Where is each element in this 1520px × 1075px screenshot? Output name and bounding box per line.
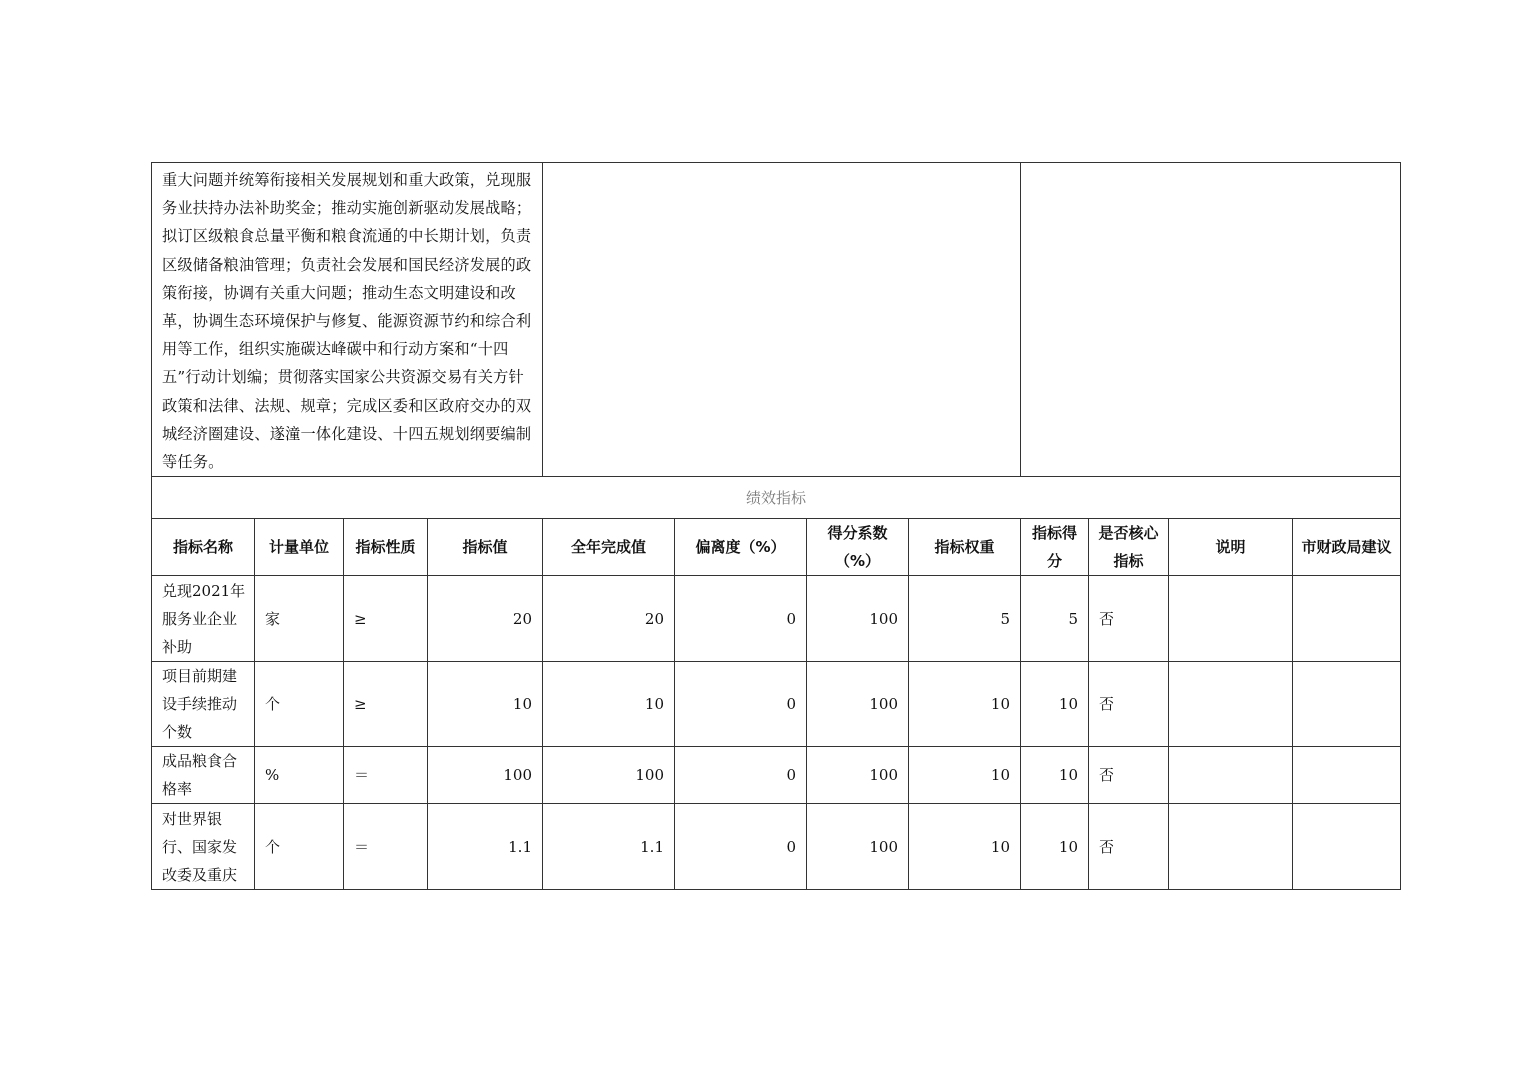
cell-unit: % — [255, 747, 344, 804]
section-title: 绩效指标 — [152, 477, 1401, 519]
intro-empty-cell — [1021, 163, 1401, 477]
cell-coef: 100 — [807, 747, 909, 804]
intro-text: 重大问题并统筹衔接相关发展规划和重大政策，兑现服务业扶持办法补助奖金；推动实施创新驱动发展战略；拟订区级粮食总量平衡和粮食流通的中长期计划，负责区级储备粮油管理；负责社会发展和国民经济发展的政策衔接，协调有关重大问题；推动生态文明建设和改革，协调生态环境保护与修复、能源资源节约和综合利用等工作，组织实施碳达峰碳中和行动方案和“十四五”行动计划编；贯彻落实国家公共资源交易有关方针政策和法律、法规、规章；完成区委和区政府交办的双城经济圈建设、遂潼一体化建设、十四五规划纲要编制等任务。 — [152, 163, 543, 477]
cell-actual: 1.1 — [543, 804, 675, 890]
cell-core: 否 — [1089, 747, 1169, 804]
cell-unit: 个 — [255, 804, 344, 890]
cell-advice — [1293, 804, 1401, 890]
cell-name: 对世界银行、国家发改委及重庆 — [152, 804, 255, 890]
cell-note — [1169, 576, 1293, 662]
cell-coef: 100 — [807, 662, 909, 747]
cell-actual: 20 — [543, 576, 675, 662]
cell-nature: ＝ — [344, 747, 428, 804]
cell-weight: 5 — [909, 576, 1021, 662]
cell-nature: ＝ — [344, 804, 428, 890]
cell-deviation: 0 — [675, 662, 807, 747]
intro-row — [152, 163, 1401, 477]
header-target: 指标值 — [428, 519, 543, 576]
cell-score: 10 — [1021, 804, 1089, 890]
header-coef: 得分系数（%） — [807, 519, 909, 576]
table-row — [152, 576, 1401, 662]
header-weight: 指标权重 — [909, 519, 1021, 576]
header-core: 是否核心指标 — [1089, 519, 1169, 576]
header-actual: 全年完成值 — [543, 519, 675, 576]
cell-name: 项目前期建设手续推动个数 — [152, 662, 255, 747]
cell-target: 20 — [428, 576, 543, 662]
cell-note — [1169, 662, 1293, 747]
cell-core: 否 — [1089, 804, 1169, 890]
cell-advice — [1293, 576, 1401, 662]
cell-name: 成品粮食合格率 — [152, 747, 255, 804]
cell-advice — [1293, 662, 1401, 747]
header-name: 指标名称 — [152, 519, 255, 576]
cell-unit: 家 — [255, 576, 344, 662]
section-row — [152, 477, 1401, 519]
cell-score: 10 — [1021, 747, 1089, 804]
table-row — [152, 804, 1401, 890]
cell-coef: 100 — [807, 804, 909, 890]
cell-weight: 10 — [909, 747, 1021, 804]
header-deviation: 偏离度（%） — [675, 519, 807, 576]
cell-nature: ≥ — [344, 662, 428, 747]
header-advice: 市财政局建议 — [1293, 519, 1401, 576]
cell-note — [1169, 804, 1293, 890]
cell-target: 1.1 — [428, 804, 543, 890]
header-row — [152, 519, 1401, 576]
cell-weight: 10 — [909, 804, 1021, 890]
cell-core: 否 — [1089, 576, 1169, 662]
header-unit: 计量单位 — [255, 519, 344, 576]
cell-actual: 10 — [543, 662, 675, 747]
cell-weight: 10 — [909, 662, 1021, 747]
header-score: 指标得分 — [1021, 519, 1089, 576]
intro-empty-cell — [543, 163, 1021, 477]
cell-target: 100 — [428, 747, 543, 804]
cell-unit: 个 — [255, 662, 344, 747]
cell-score: 10 — [1021, 662, 1089, 747]
cell-target: 10 — [428, 662, 543, 747]
cell-score: 5 — [1021, 576, 1089, 662]
cell-deviation: 0 — [675, 576, 807, 662]
table-row — [152, 747, 1401, 804]
cell-advice — [1293, 747, 1401, 804]
header-note: 说明 — [1169, 519, 1293, 576]
table-row — [152, 662, 1401, 747]
header-nature: 指标性质 — [344, 519, 428, 576]
performance-table — [151, 162, 1401, 890]
cell-note — [1169, 747, 1293, 804]
cell-core: 否 — [1089, 662, 1169, 747]
cell-actual: 100 — [543, 747, 675, 804]
cell-deviation: 0 — [675, 747, 807, 804]
cell-name: 兑现2021年服务业企业补助 — [152, 576, 255, 662]
cell-deviation: 0 — [675, 804, 807, 890]
cell-nature: ≥ — [344, 576, 428, 662]
cell-coef: 100 — [807, 576, 909, 662]
